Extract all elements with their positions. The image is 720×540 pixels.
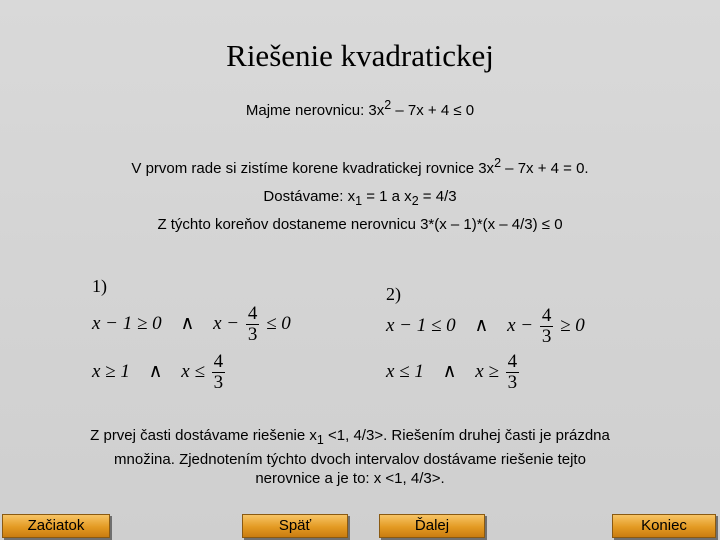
intro-inequality: Majme nerovnicu: $3x^2 - 7x + 4 \le 0$ [245, 98, 475, 119]
slide-title: Riešenie kvadratickej [226, 38, 494, 73]
roots-result: Dostávame: $x_1 = 1$ a $x_2 = 4/3$ [263, 188, 457, 208]
case-1-row-1: x − 1 ≥ 0 ∧ x − $\frac{4}{3}$ ≤ 0 [92, 303, 291, 345]
case-1-row-2: x ≥ 1 ∧ x ≤ $\frac{4}{3}$ [92, 351, 224, 393]
case-1-label: 1) [92, 276, 107, 296]
next-button[interactable]: Ďalej [379, 514, 485, 538]
end-button[interactable]: Koniec [612, 514, 716, 538]
step-find-roots: V prvom rade si zistíme korene kvadratickej rovnice $3x^2 - 7x + 4 = 0$. [131, 156, 589, 177]
factored-inequality: Z týchto koreňov dostaneme nerovnicu 3*(x – 1)*(x – 4/3) ≤ 0 [157, 216, 563, 233]
fraction-4-3: $\frac{4}{3}$ [213, 351, 224, 393]
fraction-4-3: $\frac{4}{3}$ [541, 305, 552, 347]
start-button[interactable]: Začiatok [2, 514, 110, 538]
back-button[interactable]: Späť [242, 514, 348, 538]
fraction-4-3: $\frac{4}{3}$ [247, 303, 258, 345]
case-2-row-1: x − 1 ≤ 0 ∧ x − $\frac{4}{3}$ ≥ 0 [386, 305, 585, 347]
case-2-row-2: x ≤ 1 ∧ x ≥ $\frac{4}{3}$ [386, 351, 518, 393]
case-2-label: 2) [386, 284, 401, 304]
fraction-4-3: $\frac{4}{3}$ [507, 351, 518, 393]
conclusion-text: Z prvej časti dostávame riešenie $x_1 <1$, 4/3>. Riešením druhej časti je prázdna množina. Zjednotením týchto dvoch intervalov dostávame riešenie tejto nerovnice a je to: x <1, 4/3>. [90, 427, 610, 487]
